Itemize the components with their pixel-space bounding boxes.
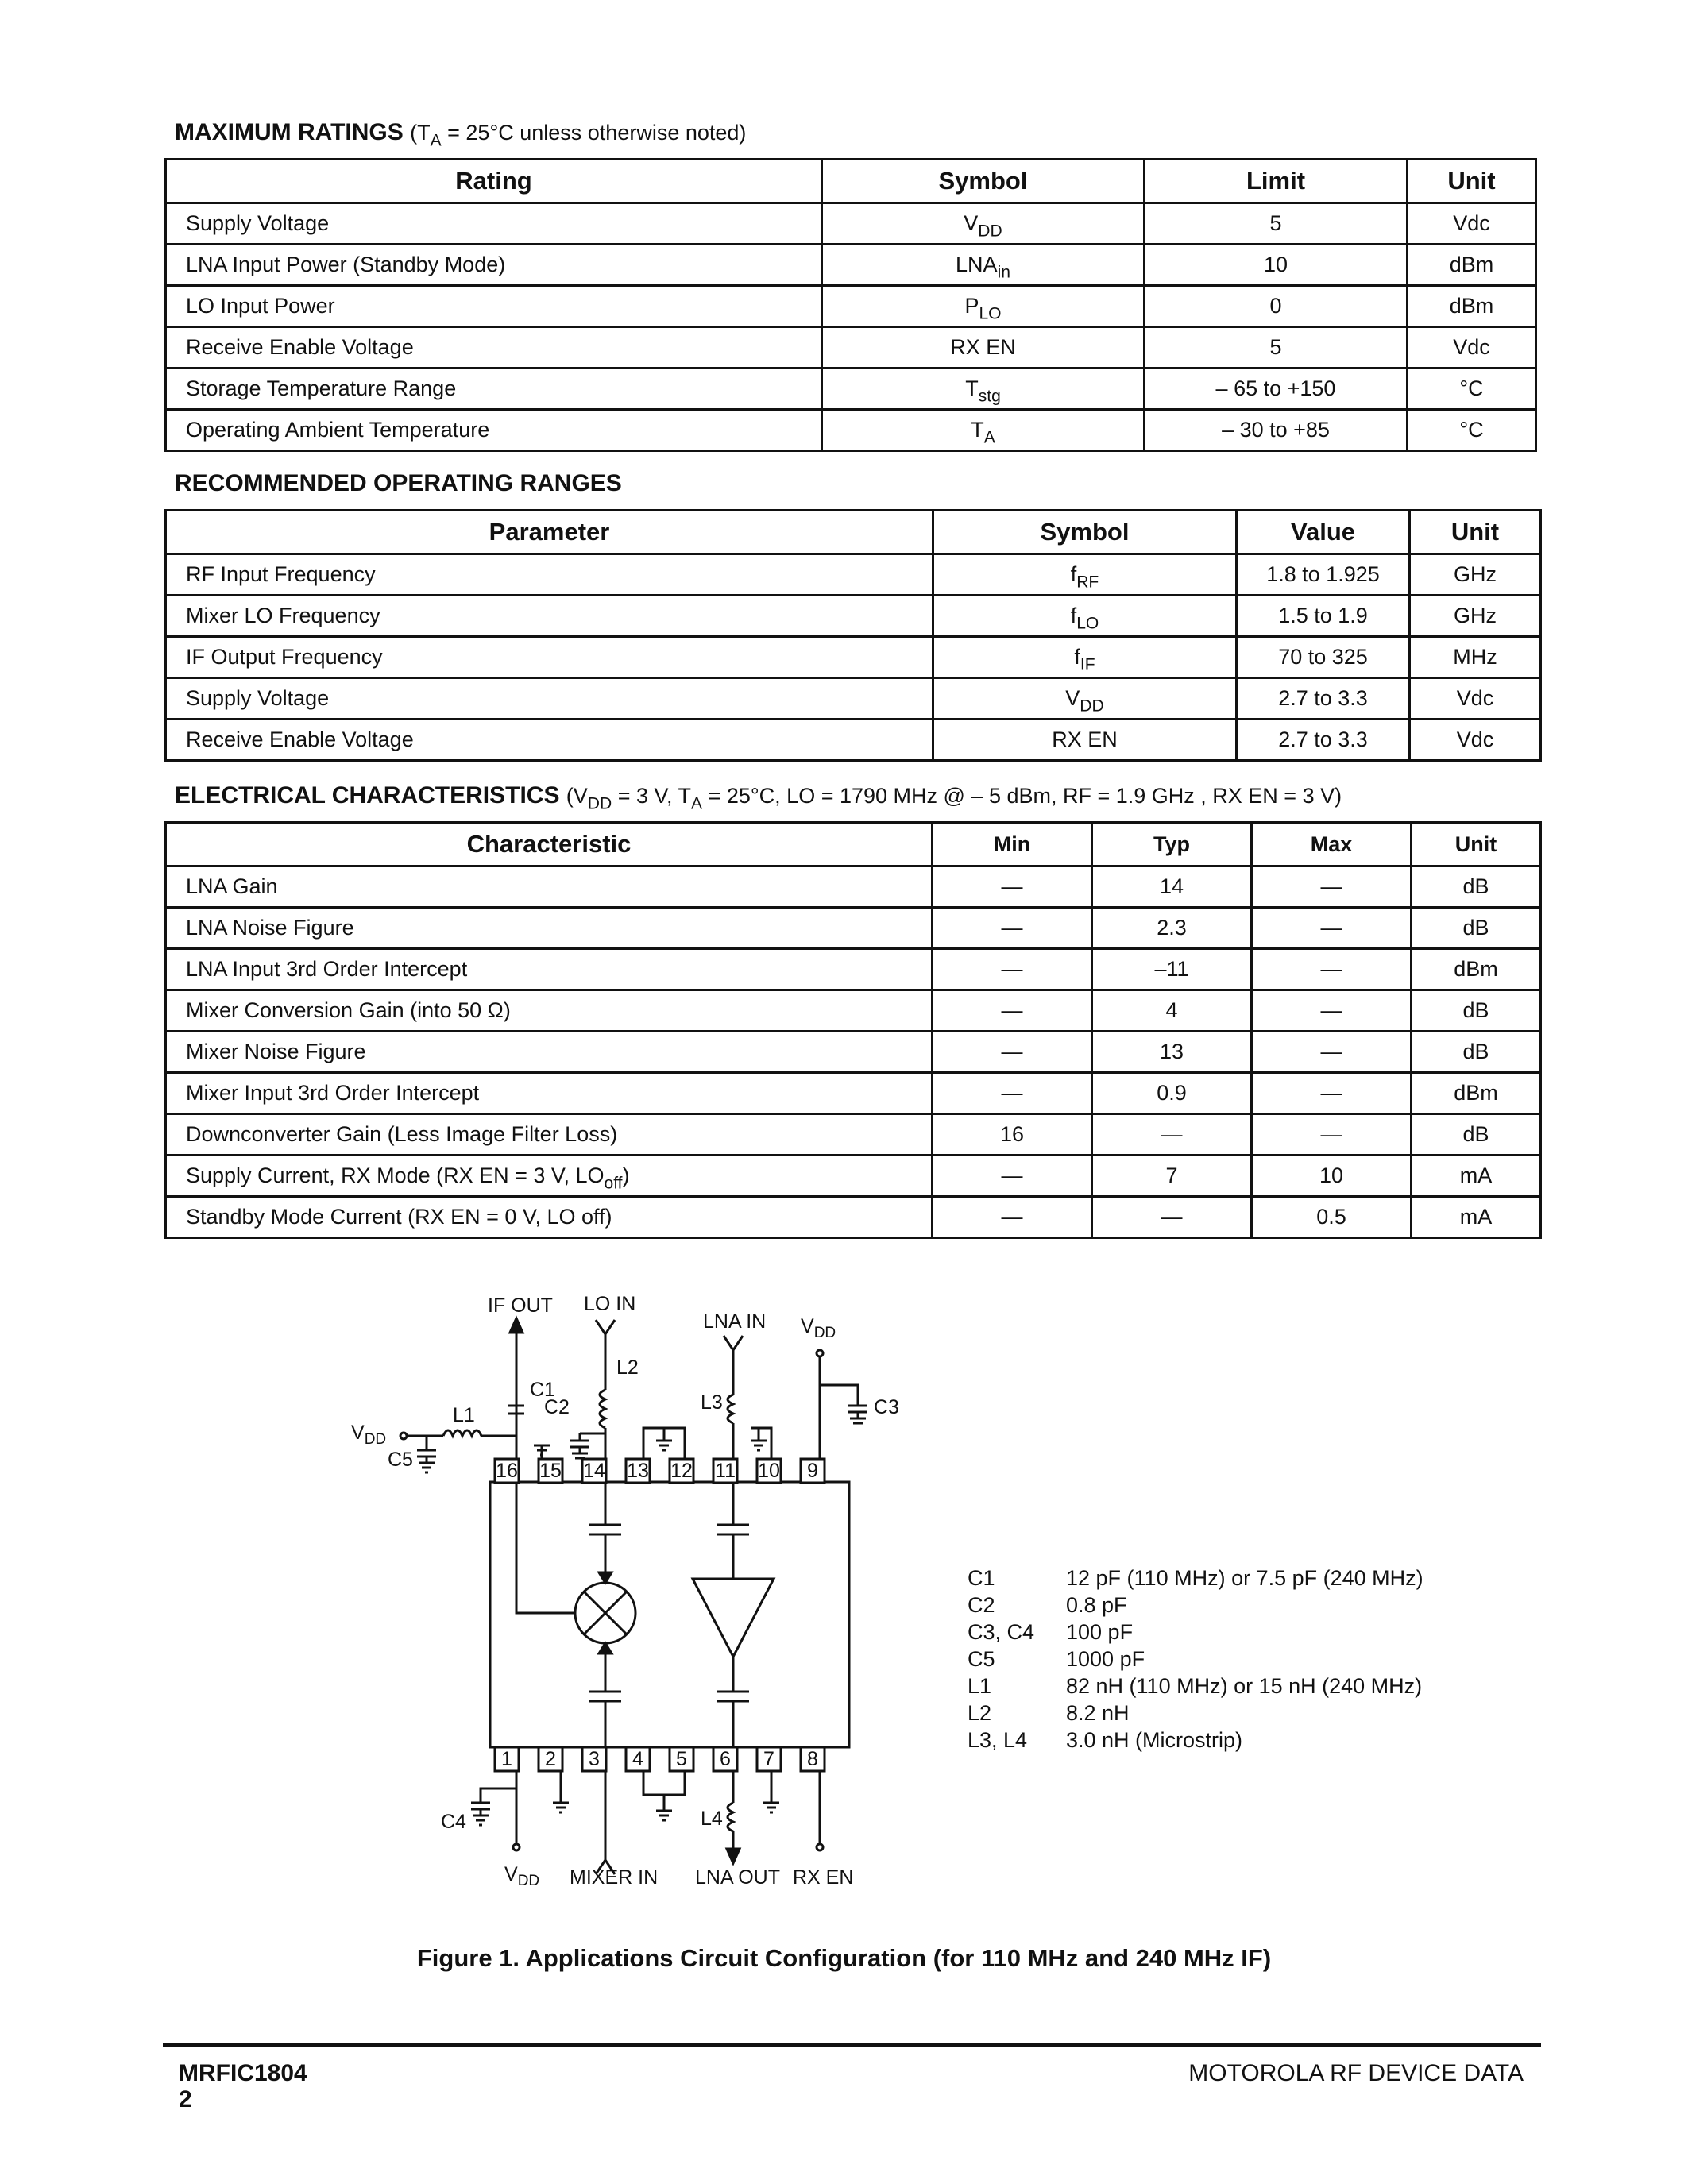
table-row: [166, 203, 1536, 245]
component-value: 3.0 nH (Microstrip): [1066, 1728, 1243, 1752]
svg-text:7: 7: [763, 1748, 774, 1770]
characteristic-cell: LNA Gain: [166, 866, 933, 908]
label-l1: L1: [453, 1404, 475, 1426]
component-row: [968, 1727, 1423, 1754]
footer-publication: MOTOROLA RF DEVICE DATA: [1188, 2060, 1524, 2086]
table-row: [166, 1073, 1541, 1114]
rating-cell: LNA Input Power (Standby Mode): [166, 245, 822, 286]
table-row: [166, 678, 1541, 720]
limit-cell: 5: [1145, 203, 1408, 245]
typ-cell: 13: [1092, 1032, 1252, 1073]
table-row: [166, 410, 1536, 451]
label-vdd-bottom: $V_{DD}$: [504, 1863, 540, 1889]
characteristic-cell: LNA Noise Figure: [166, 908, 933, 949]
rating-cell: Operating Ambient Temperature: [166, 410, 822, 451]
table-row: [166, 990, 1541, 1032]
symbol-cell: $f_{LO}$: [933, 596, 1237, 637]
unit-cell: mA: [1412, 1197, 1541, 1238]
typ-cell: —: [1092, 1197, 1252, 1238]
svg-text:5: 5: [676, 1748, 687, 1770]
typ-cell: 2.3: [1092, 908, 1252, 949]
parameter-cell: RF Input Frequency: [166, 554, 933, 596]
parameter-cell: IF Output Frequency: [166, 637, 933, 678]
pin-9: [801, 1459, 825, 1483]
max-cell: —: [1252, 1114, 1412, 1156]
rec-ranges-body: [166, 554, 1541, 761]
characteristic-cell: Standby Mode Current (RX EN = 0 V, LO off): [166, 1197, 933, 1238]
characteristic-cell: Mixer Input 3rd Order Intercept: [166, 1073, 933, 1114]
table-row: [166, 908, 1541, 949]
max-cell: 10: [1252, 1156, 1412, 1197]
symbol-cell: $V_{DD}$: [822, 203, 1145, 245]
typ-cell: 4: [1092, 990, 1252, 1032]
parameter-cell: Mixer LO Frequency: [166, 596, 933, 637]
component-name: L1: [968, 1674, 992, 1698]
rating-cell: LO Input Power: [166, 286, 822, 327]
elec-char-body: [166, 866, 1541, 1238]
value-cell: 1.8 to 1.925: [1237, 554, 1410, 596]
table-row: [166, 949, 1541, 990]
characteristic-cell: Supply Current, RX Mode (RX EN = 3 V, $LO_{off}$): [166, 1156, 933, 1197]
label-rx-en: RX EN: [793, 1866, 854, 1889]
unit-cell: dBm: [1412, 949, 1541, 990]
unit-cell: dB: [1412, 1032, 1541, 1073]
figure-caption: Figure 1. Applications Circuit Configuration (for 110 MHz and 240 MHz IF): [416, 1944, 1272, 1972]
svg-text:6: 6: [720, 1748, 731, 1770]
label-mixer-in: MIXER IN: [570, 1866, 659, 1889]
table-row: [166, 554, 1541, 596]
limit-cell: 10: [1145, 245, 1408, 286]
component-name: C5: [968, 1647, 995, 1671]
col-header-symbol: Symbol: [933, 511, 1237, 554]
pin-3: [582, 1747, 606, 1771]
limit-cell: – 30 to +85: [1145, 410, 1408, 451]
unit-cell: mA: [1412, 1156, 1541, 1197]
svg-text:11: 11: [715, 1460, 736, 1482]
svg-text:13: 13: [627, 1460, 649, 1482]
component-name: L2: [968, 1701, 992, 1725]
table-row: [166, 720, 1541, 761]
svg-text:15: 15: [539, 1460, 562, 1482]
component-name: C1: [968, 1566, 995, 1590]
component-value: 12 pF (110 MHz) or 7.5 pF (240 MHz): [1066, 1566, 1423, 1590]
mixer-symbol: [575, 1583, 635, 1643]
unit-cell: dB: [1412, 990, 1541, 1032]
component-values-list: [968, 1565, 1423, 1754]
component-value: 0.8 pF: [1066, 1593, 1127, 1617]
pin-7: [757, 1747, 781, 1771]
symbol-cell: $V_{DD}$: [933, 678, 1237, 720]
label-l4: L4: [701, 1808, 723, 1830]
component-row: [968, 1646, 1423, 1673]
unit-cell: °C: [1408, 369, 1536, 410]
table-row: [166, 1197, 1541, 1238]
min-cell: —: [933, 990, 1092, 1032]
col-header-symbol: Symbol: [822, 160, 1145, 203]
pin-8: [801, 1747, 825, 1771]
label-c3: C3: [874, 1396, 899, 1418]
min-cell: —: [933, 908, 1092, 949]
unit-cell: dBm: [1412, 1073, 1541, 1114]
limit-cell: 5: [1145, 327, 1408, 369]
label-l2: L2: [616, 1356, 639, 1379]
svg-text:10: 10: [758, 1460, 780, 1482]
footer-part-number: [179, 2060, 307, 2113]
col-header-min: Min: [933, 823, 1092, 866]
max-ratings-title: MAXIMUM RATINGS ($T_A = 25^\circ C$ unless otherwise noted): [175, 119, 747, 150]
parameter-cell: Receive Enable Voltage: [166, 720, 933, 761]
svg-text:3: 3: [589, 1748, 600, 1770]
typ-cell: 0.9: [1092, 1073, 1252, 1114]
col-header-characteristic: Characteristic: [166, 823, 933, 866]
label-c2: C2: [544, 1396, 570, 1418]
component-name: C2: [968, 1593, 995, 1617]
pin-16: [495, 1459, 519, 1483]
svg-text:12: 12: [670, 1460, 693, 1482]
col-header-rating: Rating: [166, 160, 822, 203]
page-number: 2: [179, 2086, 192, 2113]
pin-14: [582, 1459, 606, 1483]
max-cell: —: [1252, 1032, 1412, 1073]
svg-text:9: 9: [807, 1460, 818, 1482]
label-lna-out: LNA OUT: [695, 1866, 780, 1889]
value-cell: 2.7 to 3.3: [1237, 678, 1410, 720]
table-row: [166, 327, 1536, 369]
min-cell: —: [933, 949, 1092, 990]
svg-text:2: 2: [545, 1748, 556, 1770]
svg-text:4: 4: [632, 1748, 643, 1770]
min-cell: 16: [933, 1114, 1092, 1156]
col-header-value: Value: [1237, 511, 1410, 554]
lna-amplifier-symbol: [693, 1579, 774, 1657]
pin-15: [539, 1459, 562, 1483]
max-cell: —: [1252, 1073, 1412, 1114]
value-cell: 2.7 to 3.3: [1237, 720, 1410, 761]
elec-char-table: [164, 821, 1542, 1239]
component-row: [968, 1700, 1423, 1727]
unit-cell: MHz: [1410, 637, 1541, 678]
label-lo-in: LO IN: [584, 1293, 636, 1315]
pin-1: [495, 1747, 519, 1771]
label-if-out: IF OUT: [488, 1295, 553, 1317]
pin-5: [670, 1747, 693, 1771]
min-cell: —: [933, 1032, 1092, 1073]
pin-11: [713, 1459, 737, 1483]
table-row: [166, 866, 1541, 908]
max-ratings-table: [164, 158, 1537, 452]
min-cell: —: [933, 866, 1092, 908]
col-header-unit: Unit: [1412, 823, 1541, 866]
component-row: [968, 1673, 1423, 1700]
table-row: [166, 596, 1541, 637]
unit-cell: dB: [1412, 1114, 1541, 1156]
component-row: [968, 1619, 1423, 1646]
footer-part-label: MRFIC1804: [179, 2060, 307, 2086]
col-header-limit: Limit: [1145, 160, 1408, 203]
table-row: [166, 1114, 1541, 1156]
characteristic-cell: Downconverter Gain (Less Image Filter Loss): [166, 1114, 933, 1156]
rating-cell: Storage Temperature Range: [166, 369, 822, 410]
application-circuit-diagram: [334, 1287, 906, 1898]
parameter-cell: Supply Voltage: [166, 678, 933, 720]
ic-package: [490, 1482, 849, 1747]
component-value: 8.2 nH: [1066, 1701, 1130, 1725]
label-l3: L3: [701, 1391, 723, 1414]
table-row: [166, 286, 1536, 327]
symbol-cell: $f_{IF}$: [933, 637, 1237, 678]
unit-cell: GHz: [1410, 554, 1541, 596]
component-row: [968, 1592, 1423, 1619]
unit-cell: dBm: [1408, 286, 1536, 327]
characteristic-cell: Mixer Noise Figure: [166, 1032, 933, 1073]
svg-text:1: 1: [501, 1748, 512, 1770]
unit-cell: dBm: [1408, 245, 1536, 286]
label-c1: C1: [530, 1379, 555, 1401]
elec-char-title: ELECTRICAL CHARACTERISTICS ($V_{DD} = 3$ V, $T_A = 25^\circ C$, LO = 1790 MHz @ – 5 dBm, RF = 1.9 GHz , RX EN = 3 V): [175, 782, 1342, 813]
rating-cell: Supply Voltage: [166, 203, 822, 245]
unit-cell: °C: [1408, 410, 1536, 451]
component-name: L3, L4: [968, 1728, 1028, 1752]
unit-cell: dB: [1412, 908, 1541, 949]
label-c4: C4: [441, 1811, 466, 1833]
table-row: [166, 637, 1541, 678]
svg-text:14: 14: [583, 1460, 605, 1482]
typ-cell: –11: [1092, 949, 1252, 990]
min-cell: —: [933, 1073, 1092, 1114]
symbol-cell: $P_{LO}$: [822, 286, 1145, 327]
label-vdd-top: $V_{DD}$: [801, 1315, 836, 1341]
symbol-cell: RX EN: [933, 720, 1237, 761]
label-lna-in: LNA IN: [703, 1310, 767, 1333]
svg-text:8: 8: [807, 1748, 818, 1770]
top-pins: [495, 1459, 825, 1483]
bottom-pins: [495, 1747, 825, 1771]
value-cell: 70 to 325: [1237, 637, 1410, 678]
characteristic-cell: Mixer Conversion Gain (into 50 Ω): [166, 990, 933, 1032]
limit-cell: – 65 to +150: [1145, 369, 1408, 410]
typ-cell: 7: [1092, 1156, 1252, 1197]
typ-cell: 14: [1092, 866, 1252, 908]
typ-cell: —: [1092, 1114, 1252, 1156]
component-row: [968, 1565, 1423, 1592]
max-cell: —: [1252, 908, 1412, 949]
pin-10: [757, 1459, 781, 1483]
max-cell: 0.5: [1252, 1197, 1412, 1238]
pin-6: [713, 1747, 737, 1771]
component-value: 1000 pF: [1066, 1647, 1145, 1671]
unit-cell: GHz: [1410, 596, 1541, 637]
svg-text:16: 16: [496, 1460, 518, 1482]
symbol-cell: $LNA_{in}$: [822, 245, 1145, 286]
table-row: [166, 1032, 1541, 1073]
characteristic-cell: LNA Input 3rd Order Intercept: [166, 949, 933, 990]
unit-cell: Vdc: [1408, 327, 1536, 369]
component-value: 82 nH (110 MHz) or 15 nH (240 MHz): [1066, 1674, 1423, 1698]
col-header-typ: Typ: [1092, 823, 1252, 866]
col-header-parameter: Parameter: [166, 511, 933, 554]
footer-divider: [163, 2043, 1541, 2047]
max-cell: —: [1252, 990, 1412, 1032]
component-name: C3, C4: [968, 1620, 1035, 1644]
rec-ranges-table: [164, 509, 1542, 762]
component-value: 100 pF: [1066, 1620, 1134, 1644]
min-cell: —: [933, 1156, 1092, 1197]
pin-13: [626, 1459, 650, 1483]
pin-12: [670, 1459, 693, 1483]
label-c5: C5: [388, 1449, 413, 1471]
symbol-cell: $T_A$: [822, 410, 1145, 451]
rating-cell: Receive Enable Voltage: [166, 327, 822, 369]
value-cell: 1.5 to 1.9: [1237, 596, 1410, 637]
pin-4: [626, 1747, 650, 1771]
unit-cell: Vdc: [1410, 720, 1541, 761]
table-row: [166, 369, 1536, 410]
col-header-max: Max: [1252, 823, 1412, 866]
unit-cell: Vdc: [1410, 678, 1541, 720]
table-row: [166, 1156, 1541, 1197]
rec-ranges-title: RECOMMENDED OPERATING RANGES: [175, 470, 622, 496]
max-cell: —: [1252, 866, 1412, 908]
symbol-cell: RX EN: [822, 327, 1145, 369]
unit-cell: Vdc: [1408, 203, 1536, 245]
col-header-unit: Unit: [1408, 160, 1536, 203]
col-header-unit: Unit: [1410, 511, 1541, 554]
label-vdd-left: $V_{DD}$: [351, 1422, 387, 1448]
symbol-cell: $f_{RF}$: [933, 554, 1237, 596]
symbol-cell: $T_{stg}$: [822, 369, 1145, 410]
table-row: [166, 245, 1536, 286]
pin-2: [539, 1747, 562, 1771]
min-cell: —: [933, 1197, 1092, 1238]
max-ratings-body: [166, 203, 1536, 451]
limit-cell: 0: [1145, 286, 1408, 327]
unit-cell: dB: [1412, 866, 1541, 908]
max-cell: —: [1252, 949, 1412, 990]
